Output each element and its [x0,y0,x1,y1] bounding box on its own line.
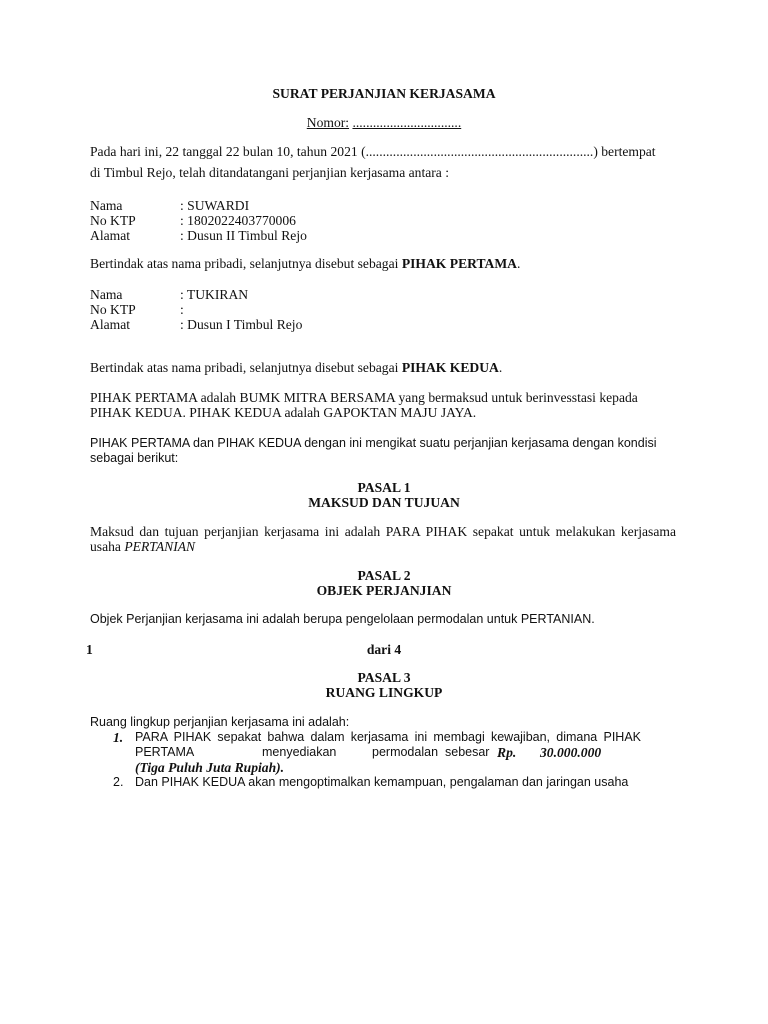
party1-statement [90,256,520,272]
nomor-label: Nomor: [306,115,350,130]
pasal1-heading: MAKSUD DAN TUJUAN [308,495,460,510]
pasal3-item2-line-1: Dan PIHAK KEDUA akan mengoptimalkan kemampuan, pengalaman dan jaringan usaha [135,775,629,789]
field-label: Alamat [90,317,131,332]
field-label: Nama [90,198,123,213]
pasal3-item1-word-2: menyediakan [262,745,337,759]
statement-end: . [517,256,521,271]
document-number [0,115,768,131]
statement-text: Bertindak atas nama pribadi, selanjutnya disebut sebagai [90,360,402,375]
field-value: : Dusun I Timbul Rejo [180,317,303,332]
list-marker-1: 1. [113,730,124,745]
field-label: No KTP [90,213,136,228]
party2-address-row [90,317,302,333]
pasal3-item1-line-1: PARA PIHAK sepakat bahwa dalam kerjasama ini membagi kewajiban, dimana PIHAK [135,730,641,744]
party1-role: PIHAK PERTAMA [401,256,518,271]
pasal2-number: PASAL 2 [357,568,411,583]
party2-role: PIHAK KEDUA [401,360,499,375]
agreement-paragraph-line-1: PIHAK PERTAMA dan PIHAK KEDUA dengan ini mengikat suatu perjanjian kerjasama dengan kondisi [90,436,657,450]
document-title: SURAT PERJANJIAN KERJASAMA [272,86,496,101]
statement-text: Bertindak atas nama pribadi, selanjutnya disebut sebagai [90,256,402,271]
list-marker-2: 2. [113,775,124,789]
pasal1-body-line-1: Maksud dan tujuan perjanjian kerjasama ini adalah PARA PIHAK sepakat untuk melakukan kerjasama [90,524,676,539]
page-number: 1 [86,642,93,657]
pasal1-business-type: PERTANIAN [124,539,196,554]
amount-label: Rp. [497,745,517,760]
party1-address-row [90,228,307,244]
party1-name-row [90,198,249,214]
pasal3-item1-word-4: sebesar [445,745,490,759]
field-value: : [180,302,184,317]
page-total: dari 4 [366,642,402,657]
amount-value: 30.000.000 [540,745,602,760]
opening-date-dots: ................................................................... [365,144,594,159]
amount-in-words: (Tiga Puluh Juta Rupiah). [135,760,285,775]
field-label: Alamat [90,228,131,243]
statement-end: . [498,360,503,375]
pasal3-heading: RUANG LINGKUP [325,685,443,700]
pasal3-item1-word-1: PERTAMA [135,745,195,759]
agreement-paragraph-line-2: sebagai berikut: [90,451,179,465]
field-value: : Dusun II Timbul Rejo [180,228,307,243]
pasal3-number: PASAL 3 [357,670,411,685]
opening-line-1 [90,144,656,160]
pasal1-body-text: usaha [90,539,125,554]
field-value: : SUWARDI [180,198,250,213]
pasal2-body: Objek Perjanjian kerjasama ini adalah berupa pengelolaan permodalan untuk PERTANIAN. [90,612,595,626]
bumk-paragraph-line-1: PIHAK PERTAMA adalah BUMK MITRA BERSAMA yang bermaksud untuk berinvesstasi kepada [90,390,638,405]
pasal1-number: PASAL 1 [357,480,411,495]
pasal1-body-line-2 [90,539,195,555]
party2-name-row [90,287,248,303]
party2-ktp-row [90,302,184,318]
party2-statement [90,360,502,376]
party1-ktp-row [90,213,296,229]
pasal3-item1-word-3: permodalan [372,745,439,759]
nomor-value: ................................ [352,115,462,130]
opening-date-text: Pada hari ini, 22 tanggal 22 bulan 10, tahun 2021 ( [90,144,366,159]
opening-place-text: ) bertempat [593,144,656,159]
field-value: : TUKIRAN [180,287,249,302]
field-label: Nama [90,287,123,302]
pasal3-intro: Ruang lingkup perjanjian kerjasama ini adalah: [90,715,350,729]
opening-line-2: di Timbul Rejo, telah ditandatangani perjanjian kerjasama antara : [90,165,449,180]
field-label: No KTP [90,302,136,317]
pasal2-heading: OBJEK PERJANJIAN [316,583,452,598]
field-value: : 1802022403770006 [180,213,296,228]
bumk-paragraph-line-2: PIHAK KEDUA. PIHAK KEDUA adalah GAPOKTAN MAJU JAYA. [90,405,477,420]
